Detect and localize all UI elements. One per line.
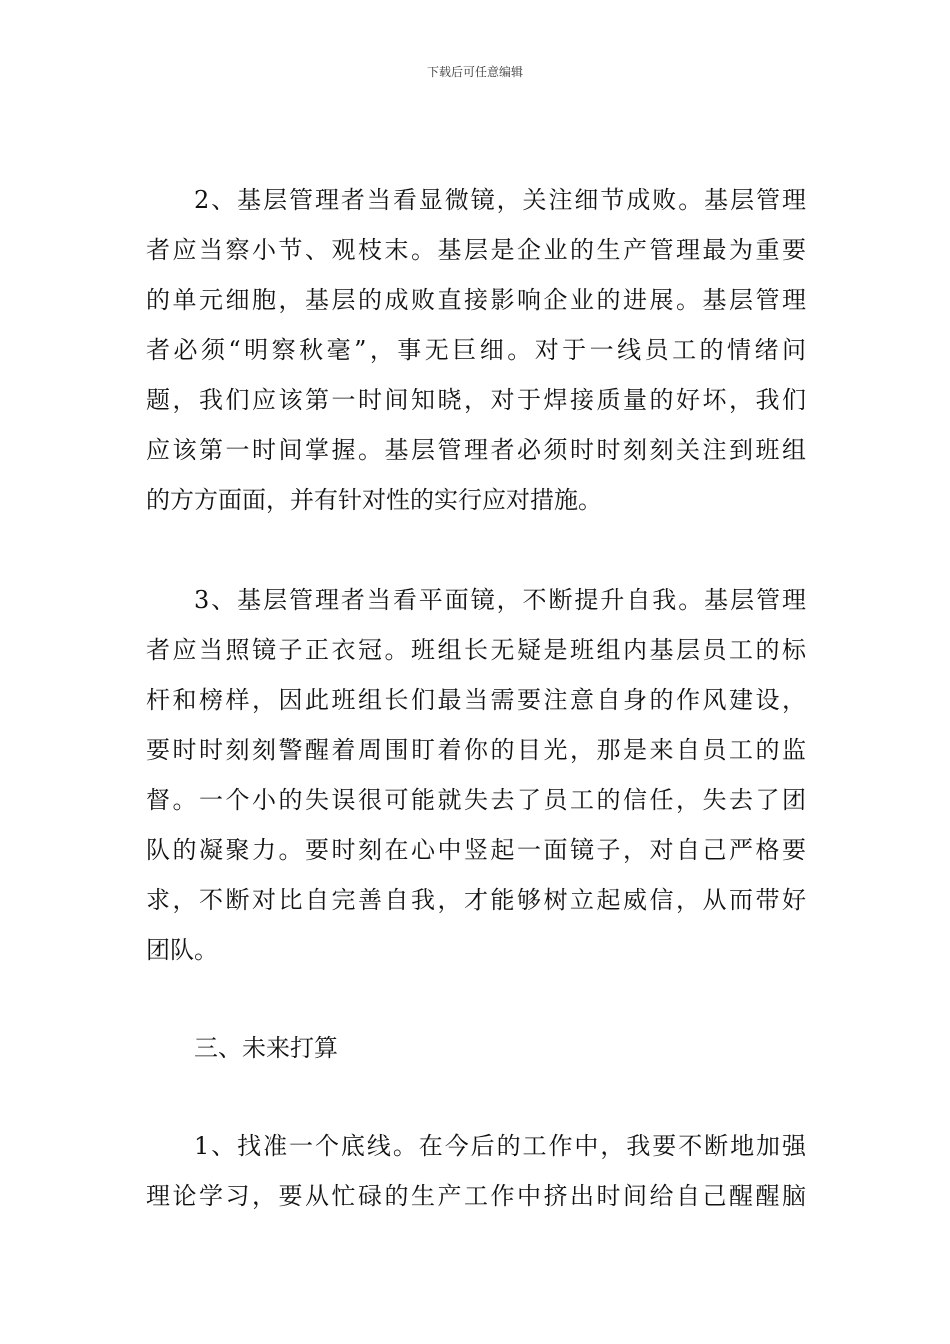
text-line: 杆和榜样，因此班组长们最当需要注意自身的作风建设，	[146, 686, 806, 714]
text-line: 队的凝聚力。要时刻在心中竖起一面镜子，对自己严格要	[146, 836, 806, 864]
text-line: 督。一个小的失误很可能就失去了员工的信任，失去了团	[146, 786, 806, 814]
text-line: 3、基层管理者当看平面镜，不断提升自我。基层管理	[194, 586, 806, 614]
text-line: 者必须“明察秋毫”，事无巨细。对于一线员工的情绪问	[146, 336, 806, 364]
page-header: 下载后可任意编辑	[426, 65, 523, 79]
text-line: 应该第一时间掌握。基层管理者必须时时刻刻关注到班组	[146, 436, 806, 464]
text-line: 题，我们应该第一时间知晓，对于焊接质量的好坏，我们	[146, 386, 806, 414]
text-line: 者应当察小节、观枝末。基层是企业的生产管理最为重要	[146, 236, 806, 264]
text-line: 者应当照镜子正衣冠。班组长无疑是班组内基层员工的标	[146, 636, 806, 664]
text-line: 的方方面面，并有针对性的实行应对措施。	[146, 486, 602, 514]
text-line: 的单元细胞，基层的成败直接影响企业的进展。基层管理	[146, 286, 806, 314]
text-line: 团队。	[146, 936, 218, 964]
text-line: 1、找准一个底线。在今后的工作中，我要不断地加强	[194, 1132, 806, 1160]
text-line: 2、基层管理者当看显微镜，关注细节成败。基层管理	[194, 186, 806, 214]
text-line: 求，不断对比自完善自我，才能够树立起威信，从而带好	[146, 886, 806, 914]
section-title: 三、未来打算	[194, 1034, 338, 1062]
text-line: 理论学习，要从忙碌的生产工作中挤出时间给自己醒醒脑	[146, 1182, 806, 1210]
text-line: 要时时刻刻警醒着周围盯着你的目光，那是来自员工的监	[146, 736, 806, 764]
